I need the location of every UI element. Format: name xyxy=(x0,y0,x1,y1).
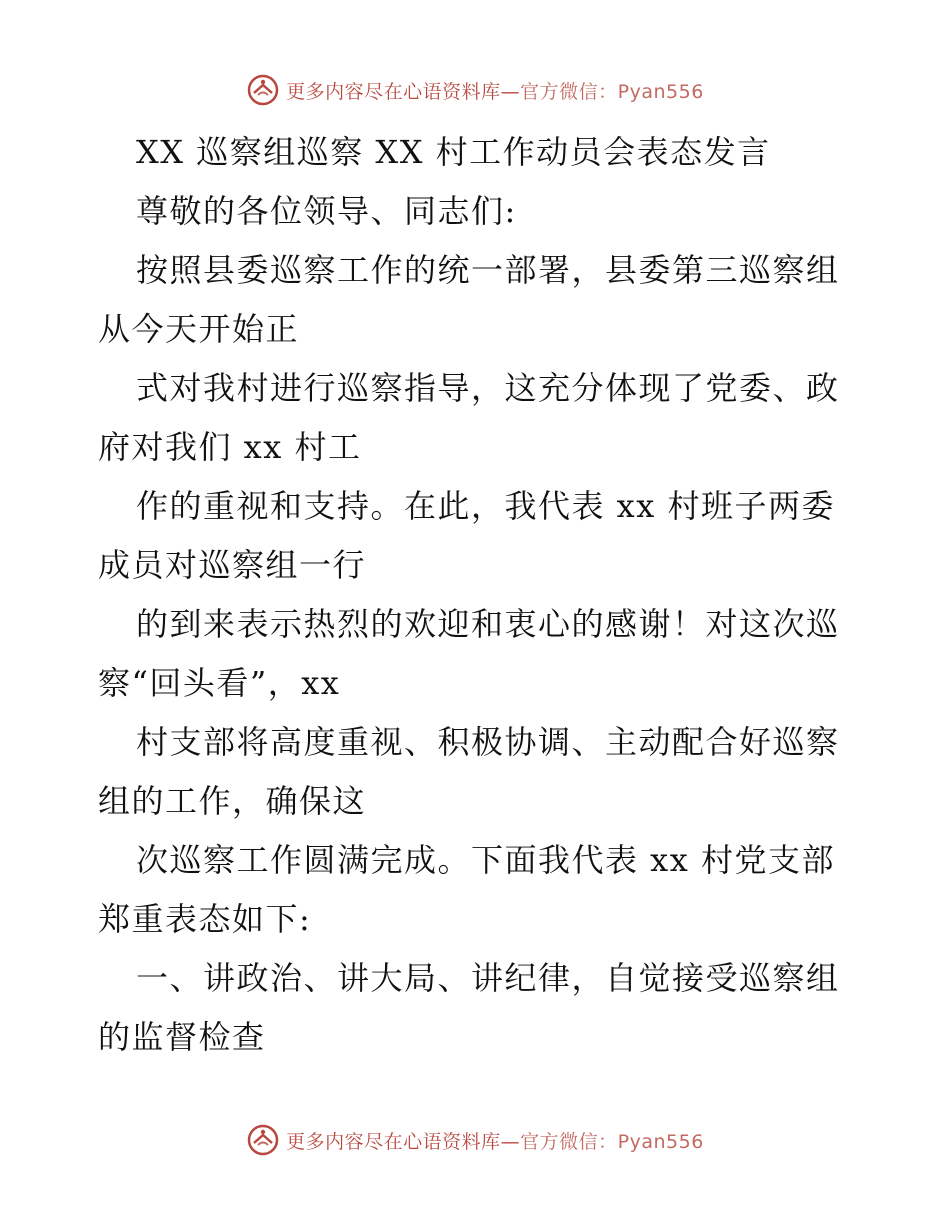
text-line: 组的工作，确保这 xyxy=(98,782,367,820)
watermark-text: 更多内容尽在心语资料库—官方微信：Pyan556 xyxy=(286,80,704,103)
document-title: XX 巡察组巡察 XX 村工作动员会表态发言 xyxy=(136,133,771,171)
text-line: 成员对巡察组一行 xyxy=(98,546,367,584)
text-line: 村支部将高度重视、积极协调、主动配合好巡察 xyxy=(136,723,840,761)
watermark-text: 更多内容尽在心语资料库—官方微信：Pyan556 xyxy=(286,1130,704,1153)
text-line: 按照县委巡察工作的统一部署，县委第三巡察组 xyxy=(136,251,840,289)
text-line: 的到来表示热烈的欢迎和衷心的感谢！对这次巡 xyxy=(136,605,840,643)
document-body xyxy=(98,123,854,1067)
book-logo-icon xyxy=(246,1123,280,1157)
book-logo-icon xyxy=(246,73,280,107)
text-line: 一、讲政治、讲大局、讲纪律，自觉接受巡察组 xyxy=(136,959,840,997)
text-line: 察“回头看”，xx xyxy=(98,664,341,702)
text-line: 作的重视和支持。在此，我代表 xx 村班子两委 xyxy=(136,487,835,525)
text-line: 从今天开始正 xyxy=(98,310,300,348)
text-line: 府对我们 xx 村工 xyxy=(98,428,362,466)
text-line: 次巡察工作圆满完成。下面我代表 xx 村党支部 xyxy=(136,841,835,879)
header-watermark xyxy=(0,70,950,110)
footer-watermark xyxy=(0,1120,950,1160)
text-line: 的监督检查 xyxy=(98,1018,266,1056)
text-line: 式对我村进行巡察指导，这充分体现了党委、政 xyxy=(136,369,840,407)
text-line: 郑重表态如下: xyxy=(98,900,312,938)
text-line: 尊敬的各位领导、同志们: xyxy=(136,192,517,230)
